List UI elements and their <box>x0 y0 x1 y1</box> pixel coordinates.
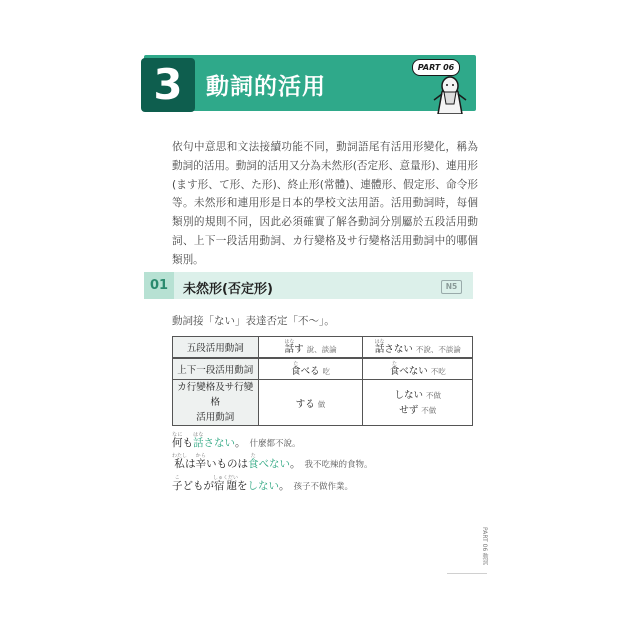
intro-paragraph: 依句中意思和文法接續功能不同，動詞語尾有活用形變化，稱為動詞的活用。動詞的活用又分為未然形(否定形、意量形)、連用形(ます形、て形、た形)、終止形(常體)、連體形、假定形、命令形等。未然形和連用形是日本的學校文法用語。活用動詞時，每個類別的規則不同，因此必須確實了解各動詞分別屬於五段活用動詞、上下一段活用動詞、カ行變格及サ行變格活用動詞中的哪個類別。 <box>172 141 478 266</box>
table-cell-negative: 食たべない 不吃 <box>363 358 473 380</box>
table-cell-base: する 做 <box>258 380 363 426</box>
table-cell-base: 食たべる 吃 <box>258 358 363 380</box>
chapter-title: 動詞的活用 <box>206 74 326 100</box>
footer-rule <box>447 573 487 574</box>
example-sentence: 私わたしは辛からいものは食たべない。 我不吃辣的食物。 <box>172 453 373 470</box>
mascot-icon <box>430 70 470 114</box>
section-title: 未然形(否定形) <box>183 282 273 297</box>
part-badge: PART 06 <box>412 59 460 76</box>
section-number: 01 <box>149 278 169 293</box>
table-cell-category: 上下一段活用動詞 <box>173 358 259 380</box>
example-translation: 我不吃辣的食物。 <box>304 460 373 470</box>
table-cell-negative: しない 不做 せず 不做 <box>363 380 473 426</box>
example-sentence: 何なにも話はなさない。 什麼都不說。 <box>172 432 301 449</box>
section-description: 動詞接「ない」表達否定「不～」。 <box>172 315 335 327</box>
example-sentence: 子こどもが宿題しゅくだいをしない。 孩子不做作業。 <box>172 475 354 492</box>
conjugation-table <box>172 336 473 426</box>
example-translation: 什麼都不說。 <box>249 439 301 449</box>
side-tab-label: PART 06 動詞 <box>481 527 488 566</box>
table-row <box>173 337 473 359</box>
table-cell-base: 話はなす 說、談論 <box>258 337 363 359</box>
table-cell-category: 五段活用動詞 <box>173 337 259 359</box>
example-translation: 孩子不做作業。 <box>293 482 354 492</box>
table-cell-category: カ行變格及サ行變格 活用動詞 <box>173 380 259 426</box>
table-row <box>173 358 473 380</box>
jlpt-level-badge: N5 <box>441 280 462 294</box>
table-cell-negative: 話はなさない 不說、不談論 <box>363 337 473 359</box>
chapter-number: 3 <box>141 58 195 112</box>
table-row <box>173 380 473 426</box>
